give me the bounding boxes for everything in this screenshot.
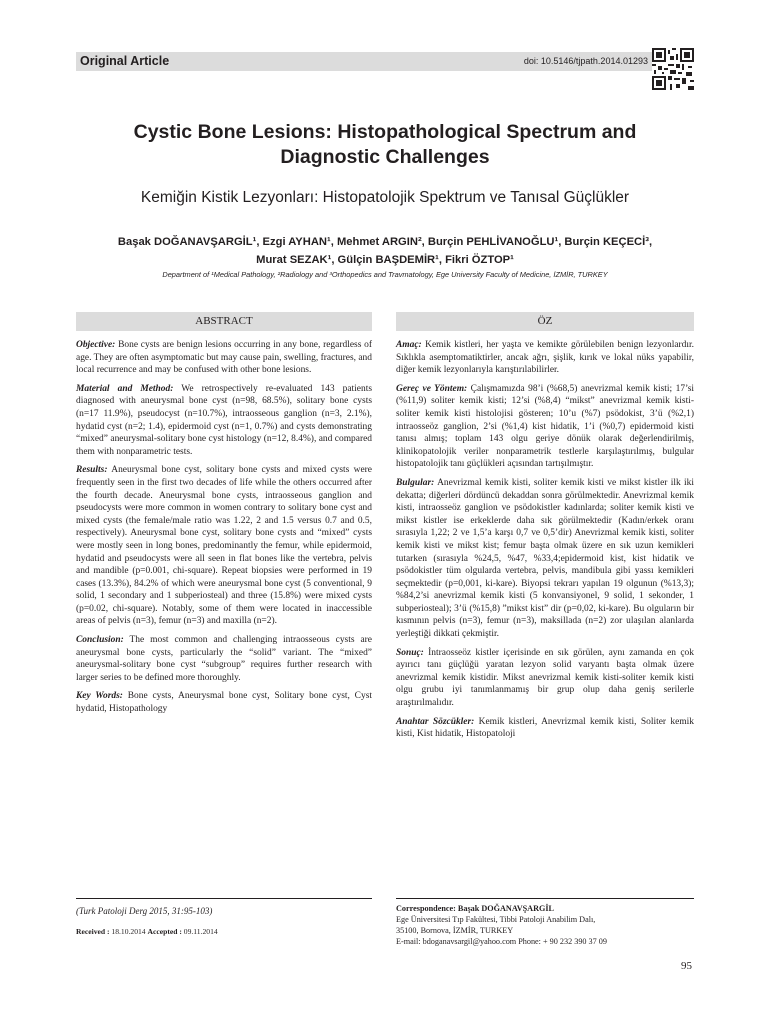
- oz-amac: [396, 339, 694, 377]
- abstract-conclusion: [76, 634, 372, 684]
- anahtar-text: Kemik kistleri, Anevrizmal kemik kisti, Soliter kemik kisti, Kist hidatik, Histopatoloji: [396, 716, 694, 740]
- correspondence-heading: Correspondence: Başak DOĞANAVŞARGİL: [396, 904, 555, 913]
- journal-citation: (Turk Patoloji Derg 2015, 31:95-103): [76, 906, 213, 916]
- correspondence-address-2: 35100, Bornova, İZMİR, TURKEY: [396, 926, 514, 935]
- conclusion-label: Conclusion:: [76, 635, 124, 646]
- abstract-heading: ABSTRACT: [76, 312, 372, 331]
- method-label: Material and Method:: [76, 383, 174, 394]
- conclusion-text: The most common and challenging intraosseous cysts are aneurysmal bone cysts, particularly the “solid” variant. The “mixed” aneurysmal-solitary bone cyst “subgroup” requires further research with larger series to be defined more thoroughly.: [76, 635, 372, 683]
- page-number: 95: [681, 960, 692, 972]
- method-text: We retrospectively re-evaluated 143 patients diagnosed with aneurysmal bone cyst (n=98, 68.5%), solitary bone cysts (n=17 11.9%), pseudocyst (n=10.7%), intraosseous ganglion (n=3, 2.1%), hydatid cyst (n=2; 1.4), epidermoid cyst (n=1, 0.7%) and cysts demonstrating “mixed” aneurysmal-solitary bone cyst histology (n=12, 8.4%), and compared them with nonparametric tests.: [76, 383, 372, 457]
- sonuc-text: İntraosseöz kistler içerisinde en sık görülen, aynı zamanda en çok ayırıcı tanı güçlüğü yaratan lezyon solid varyantı başta olmak üzere anevrizmal kemik kistidir. Mikst anevrizmal kemik kisti-soliter kemik kisti olgu grubu iyi tanımlanmamış bir grup olup daha geniş serilerle araştırılmalıdır.: [396, 647, 694, 709]
- article-subtitle-turkish: Kemiğin Kistik Lezyonları: Histopatolojik Spektrum ve Tanısal Güçlükler: [140, 189, 630, 206]
- results-label: Results:: [76, 465, 108, 476]
- oz-sonuc: [396, 647, 694, 710]
- doi-text[interactable]: doi: 10.5146/tjpath.2014.01293: [523, 56, 648, 66]
- anahtar-label: Anahtar Sözcükler:: [396, 716, 475, 727]
- oz-bulgular: [396, 477, 694, 641]
- accepted-label: Accepted :: [147, 927, 182, 936]
- dates-line: [76, 927, 218, 936]
- author-list: [76, 233, 694, 269]
- title-line-2: Diagnostic Challenges: [280, 146, 490, 168]
- article-type-bar: [76, 52, 654, 71]
- bulgular-text: Anevrizmal kemik kisti, soliter kemik kisti ve mikst kistler ilk iki dekatta; diğerleri dördüncü dekaddan sonra görülmektedir. Anevrizmal kemik kisti, intraosseöz ganglion ve psödokistler kadınlarda; soliter kemik kisti ve mikst kistler ise erkeklerde daha sık görülmektedir (Kadın/erkek oranı sırasıyla 1,22; 2 ve 1,5’a karşı 0,7 ve 0,5’dir) Anevrizmal kemik kisti, soliter kemik kisti ve mikst kist; femur başta olmak üzere en sık uzun kemikleri tutarken (sırasıyla %24,5, %47, %33,4;epidermoid kist, kist hidatik ve psödokistler tüm olgularda vertebra, pelvis, mandibula gibi yassı kemikleri seçmektedir (p=0,001, ki-kare). Biyopsi tekrarı yapılan 19 olgunun (%13,3); %84,2’si anevrizmal kemik kisti (5 konvansiyonel, 9 solid, 1 sekonder, 1 subperiosteal); 3’ü (%15,8) ”mikst kist” dir (p=0,02, ki-kare). Bu olguların bir kısmının pelvis (n=3), femur (n=3), maksillada (n=2) zor ulaşılan alanlarda yerleştiği dikkati çekmiştir.: [396, 477, 694, 640]
- oz-anahtar: [396, 716, 694, 741]
- oz-column: [396, 339, 694, 747]
- sonuc-label: Sonuç:: [396, 647, 424, 658]
- accepted-date: 09.11.2014: [181, 927, 218, 936]
- amac-label: Amaç:: [396, 340, 422, 350]
- keywords-text: Bone cysts, Aneurysmal bone cyst, Solitary bone cyst, Cyst hydatid, Histopathology: [76, 691, 372, 715]
- authors-line-2: Murat SEZAK¹, Gülçin BAŞDEMİR¹, Fikri ÖZTOP¹: [256, 254, 514, 266]
- footer-divider-left: [76, 898, 372, 899]
- amac-text: Kemik kistleri, her yaşta ve kemikte görülebilen benign lezyonlardır. Sıklıkla asemptomatiktirler, ancak ağrı, şişlik, kırık ve lokal nüks yapabilir, diğer kemik lezyonlarıyla karıştırılabilirler.: [396, 340, 694, 376]
- correspondence-block: [396, 903, 607, 947]
- correspondence-contact[interactable]: E-mail: bdoganavsargil@yahoo.com Phone: + 90 232 390 37 09: [396, 937, 607, 946]
- article-title: [76, 120, 694, 170]
- authors-line-1: Başak DOĞANAVŞARGİL¹, Ezgi AYHAN¹, Mehmet ARGIN², Burçin PEHLİVANOĞLU¹, Burçin KEÇECİ³,: [117, 236, 653, 248]
- department-affiliation: Department of ¹Medical Pathology, ²Radiology and ³Orthopedics and Travmatology, Ege University Faculty of Medicine, İZMİR, TURKEY: [162, 270, 608, 279]
- oz-gerec: [396, 383, 694, 471]
- abstract-method: [76, 383, 372, 459]
- bulgular-label: Bulgular:: [396, 477, 435, 488]
- abstract-keywords: [76, 690, 372, 715]
- objective-label: Objective:: [76, 340, 116, 350]
- abstract-column: [76, 339, 372, 722]
- oz-heading: ÖZ: [396, 312, 694, 331]
- abstract-results: [76, 464, 372, 628]
- keywords-label: Key Words:: [76, 691, 123, 702]
- received-date: 18.10.2014: [109, 927, 148, 936]
- title-line-1: Cystic Bone Lesions: Histopathological Spectrum and: [133, 121, 637, 143]
- received-label: Received :: [76, 927, 110, 936]
- gerec-text: Çalışmamızda 98’i (%68,5) anevrizmal kemik kisti; 17’si (%11,9) soliter kemik kisti; 12’si (%8,4) “mikst” anevrizmal kemik kisti-soliter kemik kisti histolojisi gösteren; 10’u (%7) psödokist, 3’ü (%2,1) intraosseöz ganglion, 2’si (%1,4) kist hidatik, 1’i (%0,7) epidermoid kisti tanısı almış; toplam 143 olgu geriye dönük olarak değerlendirilmiş, klinikopatolojik veriler nonparametrik testlerle karşılaştırılmış, bulgular histopatolojik tanı güçlükleri açısından tartışılmıştır.: [396, 383, 694, 470]
- qr-code-icon: [652, 48, 694, 90]
- article-type-label: Original Article: [80, 54, 170, 68]
- objective-text: Bone cysts are benign lesions occurring in any bone, regardless of age. They are often asymptomatic but may cause pain, swelling, fractures, and local recurrence and may be confused with other bone lesions.: [76, 340, 372, 376]
- results-text: Aneurysmal bone cyst, solitary bone cysts and mixed cysts were frequently seen in the first two decades of life while the others occurred after the fourth decade. Aneurysmal bone cysts, intraosseous ganglion and pseudocysts were more common in women contrary to solitary bone cyst and mixed cysts (the female/male ratio was 1.22, 2 and 1.5 versus 0.7 and 0.5, respectively). Aneurysmal bone cyst, solitary bone cysts and “mixed” cysts were mostly seen in long bones, predominantly the femur, while epidermoid, hydatid and pseudocysts were all seen in flat bones like the vertebra, pelvis and mandible (p=0.001, chi-square). Repeat biopsies were performed in 19 cases (13.3%), 84.2% of which were aneurysmal bone cyst (5 conventional, 9 solid, 1 secondary and 1 subperiosteal) and three (15.8%) were mixed cysts (p=0.02, chi-square). Notably, some of them were located in inaccessible areas of pelvis (n=3), femur (n=3) and maxilla (n=2).: [76, 465, 372, 627]
- gerec-label: Gereç ve Yöntem:: [396, 383, 468, 394]
- correspondence-address-1: Ege Üniversitesi Tıp Fakültesi, Tibbi Patoloji Anabilim Dalı,: [396, 915, 596, 924]
- footer-divider-right: [396, 898, 694, 899]
- abstract-objective: [76, 339, 372, 377]
